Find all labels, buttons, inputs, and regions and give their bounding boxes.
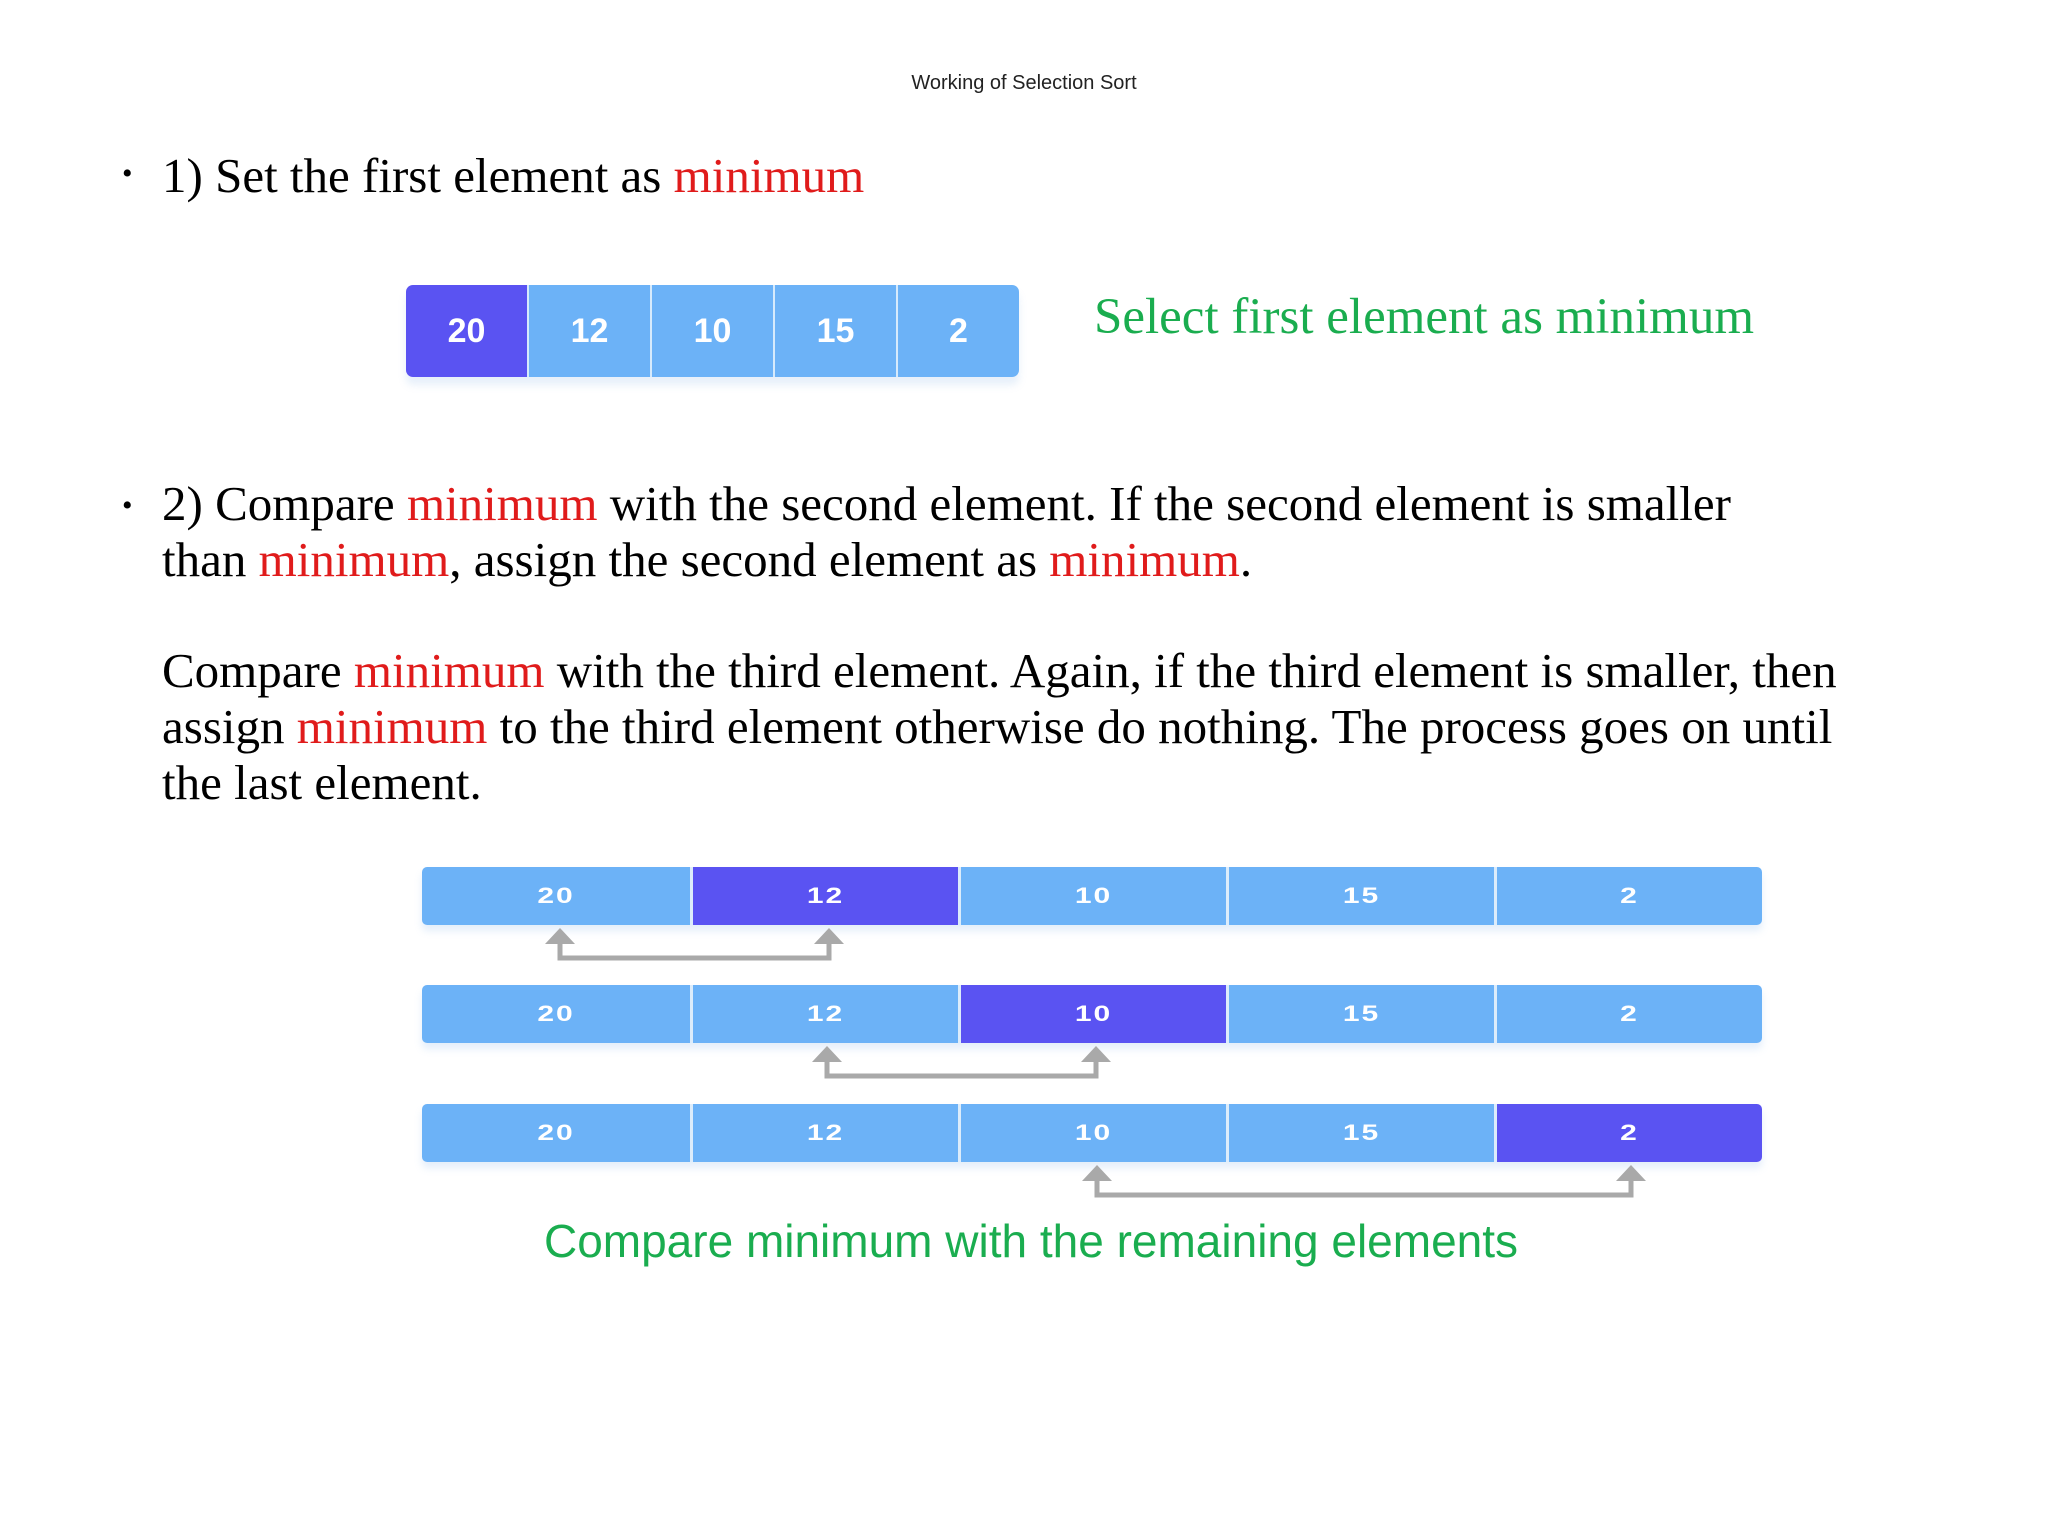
step-1-text (162, 148, 864, 204)
array-cell: 20 (422, 1104, 690, 1162)
step-2-line-4 (162, 699, 1832, 755)
array-cell: 10 (958, 867, 1226, 925)
minimum-keyword: minimum (296, 699, 488, 754)
text-run: 2) Compare (162, 476, 407, 531)
compare-row-1 (422, 867, 1762, 925)
arrow-up-icon (1081, 1046, 1111, 1062)
array-cell-minimum: 12 (690, 867, 958, 925)
step-2-line-2 (162, 532, 1252, 588)
array-cell-minimum: 2 (1494, 1104, 1762, 1162)
arrow-up-icon (1082, 1165, 1112, 1181)
array-cell: 20 (422, 985, 690, 1043)
array-cell: 10 (650, 285, 773, 377)
text-run: . (1239, 532, 1253, 587)
step-2-line-1 (162, 476, 1731, 532)
compare-bracket-2 (827, 1058, 1096, 1076)
array-cell-minimum: 10 (958, 985, 1226, 1043)
array-cell: 20 (422, 867, 690, 925)
arrow-up-icon (1616, 1165, 1646, 1181)
compare-row-2 (422, 985, 1762, 1043)
arrow-up-icon (814, 928, 844, 944)
minimum-keyword: minimum (673, 148, 865, 203)
arrow-up-icon (545, 928, 575, 944)
select-first-caption: Select first element as minimum (1094, 289, 1755, 345)
slide-title: Working of Selection Sort (911, 72, 1137, 94)
compare-bracket-1 (560, 940, 829, 958)
array-cell: 20 (406, 285, 527, 377)
text-run: with the third element. Again, if the third element is smaller, then (544, 643, 1837, 698)
arrow-up-icon (812, 1046, 842, 1062)
step-2-line-3 (162, 643, 1837, 699)
array-cell: 2 (1494, 867, 1762, 925)
text-run: , assign the second element as (449, 532, 1050, 587)
text-run: assign (162, 699, 297, 754)
minimum-keyword: minimum (406, 476, 598, 531)
array-cell: 15 (773, 285, 896, 377)
initial-array (406, 285, 1019, 377)
array-cell: 12 (527, 285, 650, 377)
text-run: with the second element. If the second element is smaller (597, 476, 1731, 531)
minimum-keyword: minimum (258, 532, 450, 587)
array-cell: 12 (690, 985, 958, 1043)
step-1-prefix: 1) Set the first element as (162, 148, 674, 203)
array-cell: 2 (896, 285, 1019, 377)
text-run: than (162, 532, 259, 587)
minimum-keyword: minimum (1049, 532, 1240, 587)
array-cell: 15 (1226, 1104, 1494, 1162)
array-cell: 15 (1226, 867, 1494, 925)
compare-bracket-3 (1097, 1177, 1631, 1195)
array-cell: 2 (1494, 985, 1762, 1043)
compare-remaining-caption: Compare minimum with the remaining elements (543, 1215, 1519, 1267)
array-cell: 15 (1226, 985, 1494, 1043)
text-run: to the third element otherwise do nothing. The process goes on until (487, 699, 1833, 754)
step-2-line-5: the last element. (162, 755, 482, 810)
minimum-keyword: minimum (353, 643, 545, 698)
array-cell: 10 (958, 1104, 1226, 1162)
bullet-marker: • (122, 489, 133, 522)
text-run: Compare (162, 643, 354, 698)
array-cell: 12 (690, 1104, 958, 1162)
compare-row-3 (422, 1104, 1762, 1162)
bullet-marker: • (122, 157, 133, 190)
